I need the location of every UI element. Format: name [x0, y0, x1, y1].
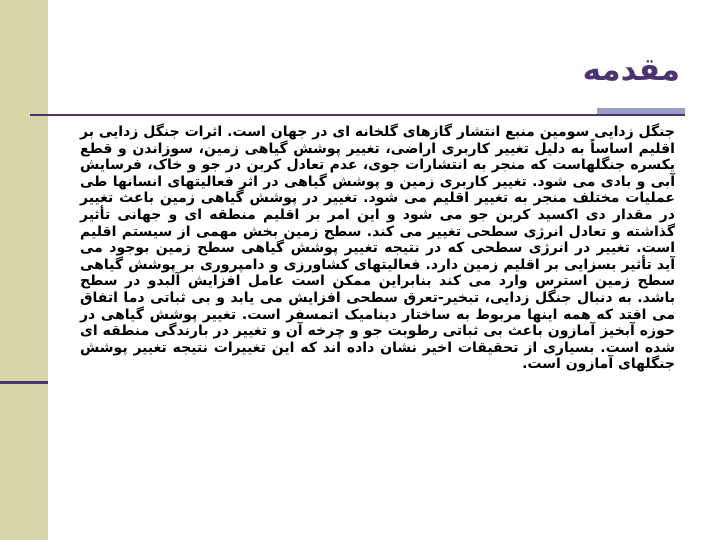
title-rule [30, 114, 685, 116]
slide-title: مقدمه [582, 52, 680, 88]
left-band-divider [0, 381, 48, 384]
slide-body-text: جنگل زدایی سومین منبع انتشار گازهای گلخانه ای در جهان است. اثرات جنگل زدایی بر اقلیم اساساً به دلیل تغییر کاربری اراضی، تغییر پوشش گیاهی زمین، سوزاندن و قطع یکسره جنگلهاست که منجر به انتشارات جوی، عدم تعادل کربن در جو و خاک، فرسایش آبی و بادی می شود. تغییر کاربری زمین و پوشش گیاهی در اثر فعالیتهای انسانها طی عملیات مختلف منجر به تغییر اقلیم می شود. تغییر در پوشش گیاهی زمین باعث تغییر در مقدار دی اکسید کربن جو می شود و این امر بر اقلیم منطقه ای و جهانی تأثیر گذاشته و تعادل انرژی سطحی تغییر می کند. سطح زمین بخش مهمی از سیستم اقلیم است. تغییر در انرژی سطحی که در نتیجه تغییر پوشش گیاهی سطح زمین بوجود می آید تأثیر بسزایی بر اقلیم زمین دارد. فعالیتهای کشاورزی و دامپروری بر پوشش گیاهی سطح زمین استرس وارد می کند بنابراین ممکن است عامل افزایش آلبدو در سطح باشد. به دنبال جنگل زدایی، تبخیر-تعرق سطحی افزایش می یابد و بی ثباتی دما اتفاق می افتد که همه اینها مربوط به ساختار دینامیک اتمسفر است. تغییر پوشش گیاهی در حوزه آبخیز آمازون باعث بی ثباتی رطوبت جو و چرخه آن و تغییر در بارندگی منطقه ای شده است. بسیاری از تحقیقات اخیر نشان داده اند که این تغییرات نتیجه تغییر پوشش جنگلهای آمازون است. [80, 124, 675, 373]
left-decorative-band [0, 0, 48, 540]
